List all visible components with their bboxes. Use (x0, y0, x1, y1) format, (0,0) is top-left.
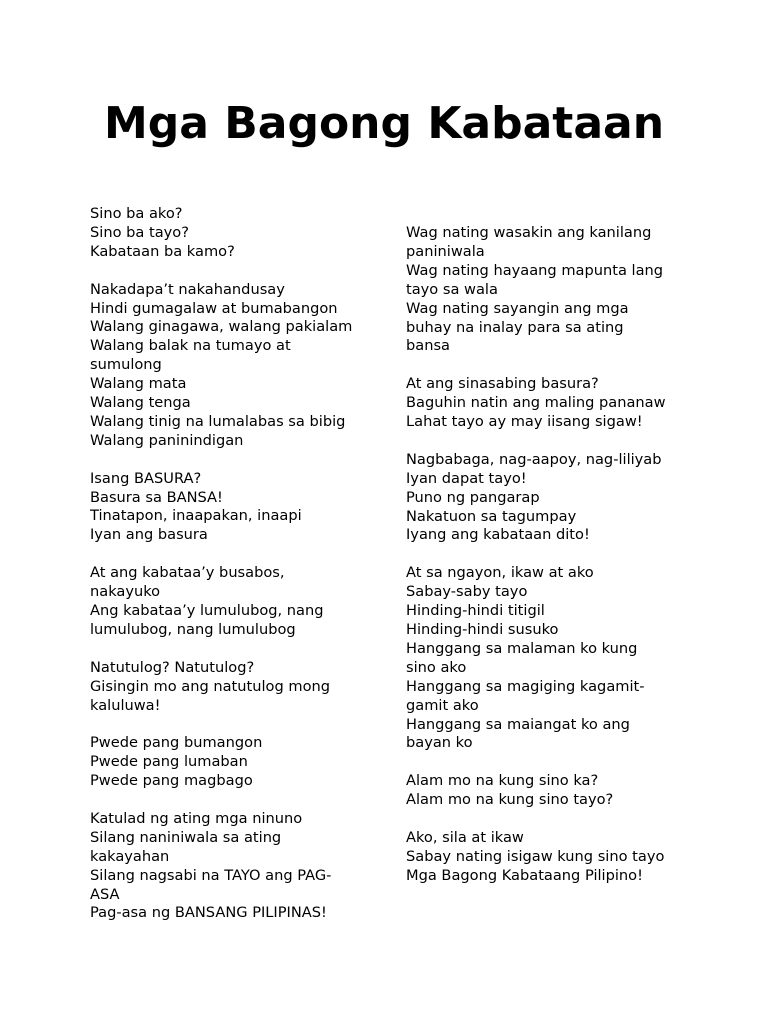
stanza (90, 734, 380, 791)
poem-line: At ang sinasabing basura? (406, 375, 599, 393)
poem-line: Basura sa BANSA! (90, 488, 223, 506)
poem-line: Isang BASURA? (90, 469, 202, 487)
poem-line: Iyang ang kabataan dito! (406, 526, 590, 544)
poem-line: paniniwala (406, 242, 485, 260)
stanza (406, 224, 706, 356)
stanza (90, 281, 380, 451)
poem-line: Sabay-saby tayo (406, 583, 528, 601)
poem-right-column (406, 224, 706, 886)
stanza (406, 375, 706, 432)
poem-line: Sino ba ako? (90, 205, 183, 222)
poem-line: Wag nating sayangin ang mga (406, 299, 629, 317)
poem-line: Walang ginagawa, walang pakialam (90, 318, 353, 336)
poem-line: Silang nagsabi na TAYO ang PAG- (90, 866, 332, 884)
poem-line: Kabataan ba kamo? (90, 242, 235, 260)
poem-line: Walang tenga (90, 394, 191, 412)
poem-line: kaluluwa! (90, 696, 161, 714)
poem-line: tayo sa wala (406, 280, 498, 298)
poem-line: sino ako (406, 658, 467, 676)
poem-line: Puno ng pangarap (406, 488, 540, 506)
stanza (90, 470, 380, 546)
poem-line: Baguhin natin ang maling pananaw (406, 394, 666, 412)
poem-line: Hinding-hindi titigil (406, 602, 545, 620)
stanza (90, 205, 380, 262)
poem-line: Sino ba tayo? (90, 223, 189, 241)
poem-line: Katulad ng ating mga ninuno (90, 809, 303, 827)
poem-line: gamit ako (406, 696, 479, 714)
poem-line: lumulubog, nang lumulubog (90, 620, 296, 638)
poem-line: Hanggang sa maiangat ko ang (406, 715, 630, 733)
stanza (90, 659, 380, 716)
poem-line: bayan ko (406, 734, 473, 752)
poem-line: nakayuko (90, 583, 161, 601)
poem-line: Hanggang sa malaman ko kung (406, 639, 638, 657)
stanza (406, 451, 706, 546)
poem-line: Wag nating hayaang mapunta lang (406, 261, 664, 279)
poem-line: Iyan ang basura (90, 526, 208, 544)
stanza (406, 829, 706, 886)
poem-line: Alam mo na kung sino tayo? (406, 791, 614, 809)
poem-left-column (90, 205, 380, 923)
poem-line: Iyan dapat tayo! (406, 469, 527, 487)
poem-line: Hinding-hindi susuko (406, 620, 559, 638)
poem-line: kakayahan (90, 847, 170, 865)
poem-line: Nakadapa’t nakahandusay (90, 280, 285, 298)
poem-line: Natutulog? Natutulog? (90, 658, 255, 676)
poem-line: Walang tinig na lumalabas sa bibig (90, 412, 346, 430)
poem-line: bansa (406, 337, 451, 355)
poem-line: Tinatapon, inaapakan, inaapi (90, 507, 302, 525)
poem-line: Walang balak na tumayo at (90, 337, 291, 355)
poem-line: Wag nating wasakin ang kanilang (406, 224, 652, 241)
poem-line: buhay na inalay para sa ating (406, 318, 624, 336)
poem-line: Hindi gumagalaw at bumabangon (90, 299, 338, 317)
poem-line: Mga Bagong Kabataang Pilipino! (406, 866, 643, 884)
poem-line: Lahat tayo ay may iisang sigaw! (406, 413, 643, 431)
poem-line: Nakatuon sa tagumpay (406, 507, 577, 525)
poem-line: Gisingin mo ang natutulog mong (90, 677, 331, 695)
poem-line: sumulong (90, 356, 162, 374)
poem-title: Mga Bagong Kabataan (103, 98, 665, 149)
poem-line: Alam mo na kung sino ka? (406, 772, 599, 790)
poem-line: Walang mata (90, 375, 187, 393)
poem-line: Walang paninindigan (90, 431, 244, 449)
poem-line: Ako, sila at ikaw (406, 828, 524, 846)
poem-line: Nagbabaga, nag-aapoy, nag-liliyab (406, 450, 662, 468)
poem-line: Pwede pang lumaban (90, 753, 248, 771)
poem-line: Hanggang sa magiging kagamit- (406, 677, 645, 695)
poem-line: Pag-asa ng BANSANG PILIPINAS! (90, 904, 327, 922)
poem-line: Silang naniniwala sa ating (90, 828, 282, 846)
poem-line: At sa ngayon, ikaw at ako (406, 564, 594, 582)
stanza (90, 810, 380, 923)
poem-line: Pwede pang magbago (90, 772, 253, 790)
stanza (406, 564, 706, 753)
poem-line: At ang kabataa’y busabos, (90, 564, 285, 582)
stanza (406, 772, 706, 810)
poem-line: Ang kabataa’y lumulubog, nang (90, 601, 324, 619)
stanza (90, 564, 380, 640)
poem-line: Pwede pang bumangon (90, 734, 263, 752)
poem-line: ASA (90, 885, 120, 903)
poem-line: Sabay nating isigaw kung sino tayo (406, 847, 665, 865)
